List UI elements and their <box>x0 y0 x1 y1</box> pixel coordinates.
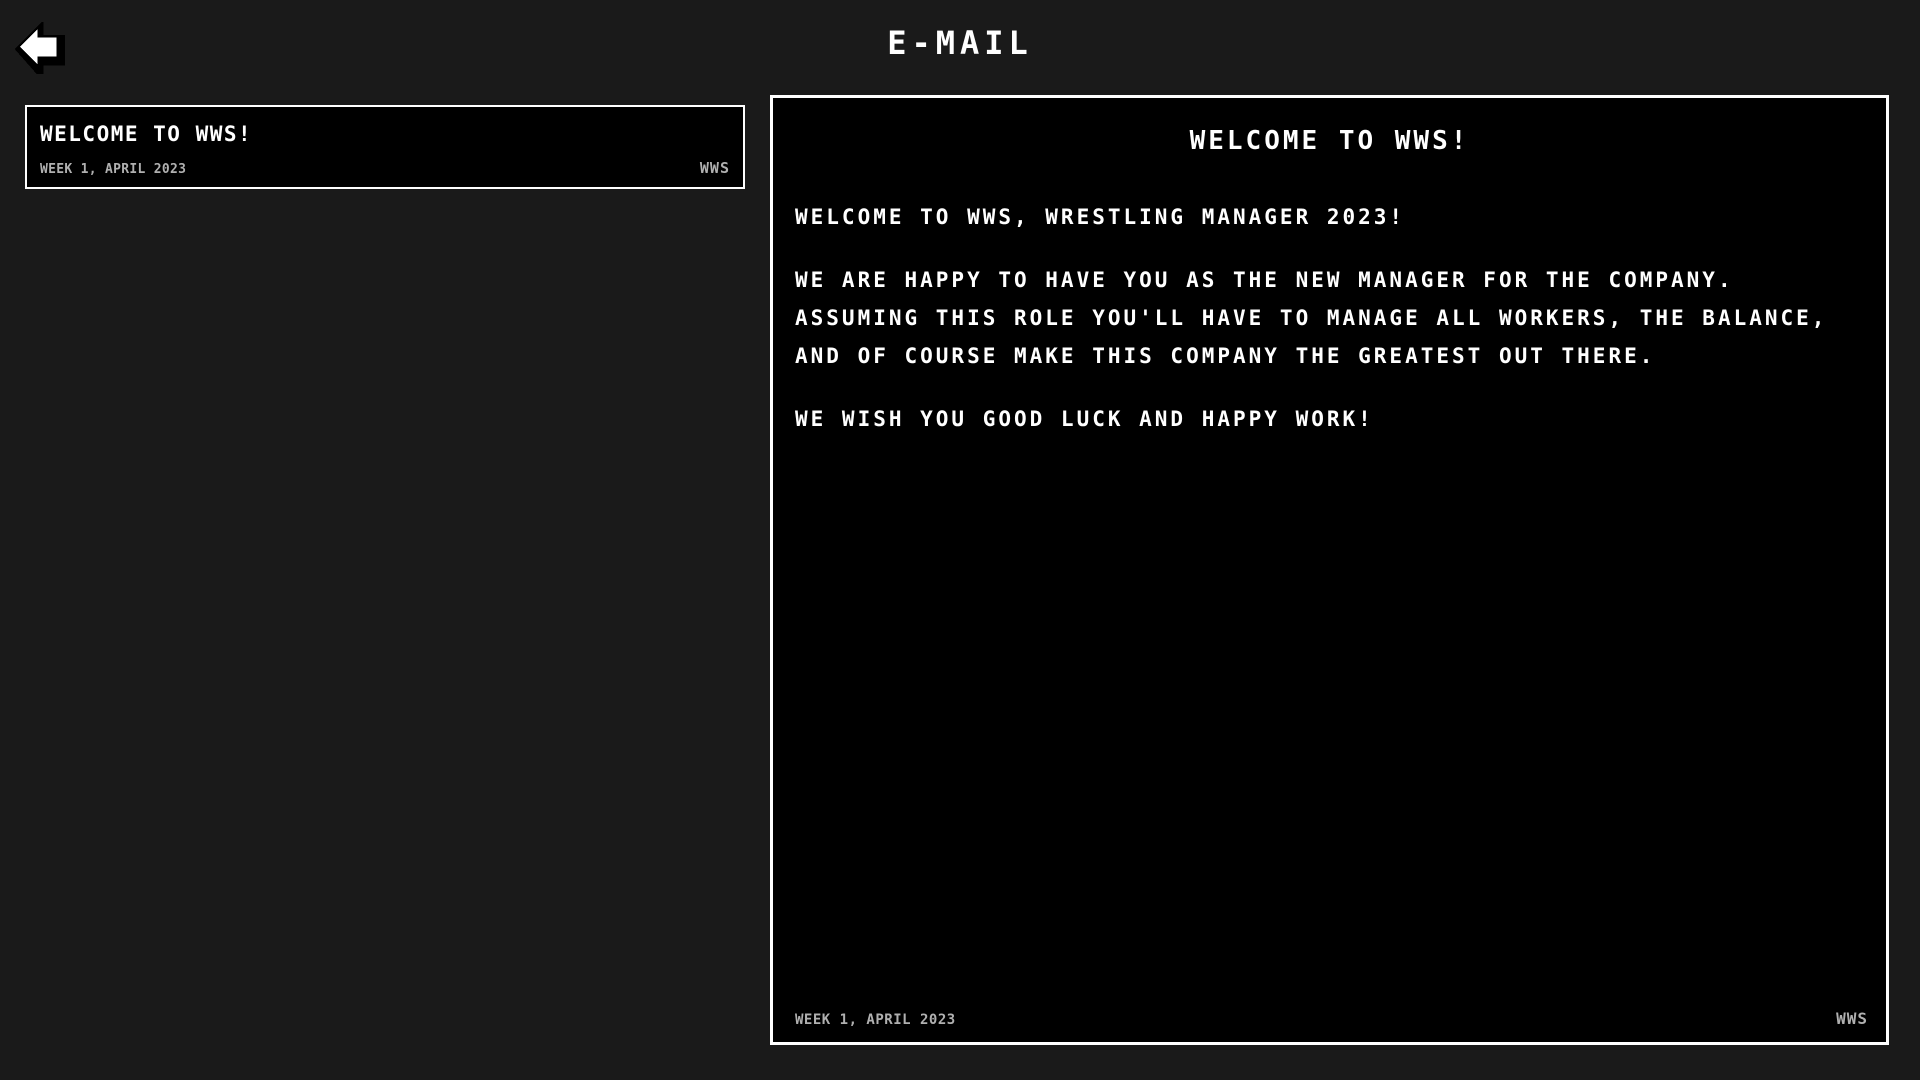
email-list-meta <box>40 159 730 177</box>
email-list-subject: WELCOME TO WWS! <box>40 122 253 146</box>
email-list <box>25 105 745 189</box>
email-reading-pane <box>770 95 1889 1045</box>
email-paragraph: WE WISH YOU GOOD LUCK AND HAPPY WORK! <box>795 407 1374 431</box>
email-list-sender: WWS <box>699 159 730 177</box>
email-view-date: WEEK 1, APRIL 2023 <box>795 1012 956 1028</box>
email-view-subject: WELCOME TO WWS! <box>1189 126 1470 156</box>
email-body <box>795 198 1864 438</box>
email-list-date: WEEK 1, APRIL 2023 <box>40 162 187 177</box>
email-paragraph: WE ARE HAPPY TO HAVE YOU AS THE NEW MANAGER FOR THE COMPANY. ASSUMING THIS ROLE YOU'LL HAVE TO MANAGE ALL WORKERS, THE BALANCE, AND OF COURSE MAKE THIS COMPANY THE GREATEST OUT THERE. <box>795 268 1828 368</box>
email-paragraph: WELCOME TO WWS, WRESTLING MANAGER 2023! <box>795 205 1406 229</box>
email-view-sender: WWS <box>1836 1009 1868 1028</box>
email-view-footer <box>795 1009 1868 1028</box>
page-title: E-MAIL <box>887 24 1033 62</box>
email-list-item[interactable] <box>25 105 745 189</box>
